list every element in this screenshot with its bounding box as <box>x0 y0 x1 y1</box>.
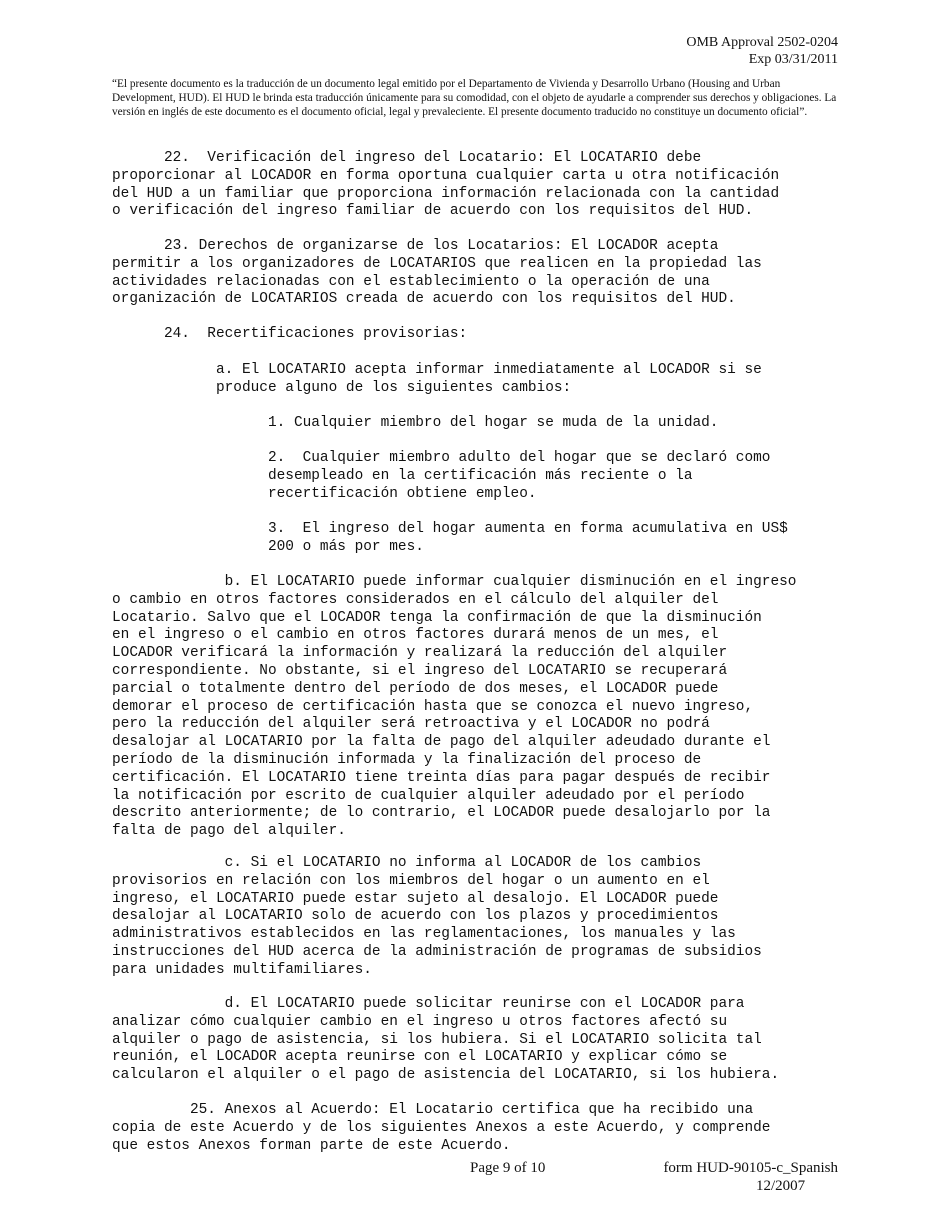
section-24c-paragraph: c. Si el LOCATARIO no informa al LOCADOR de los cambios provisorios en relación con los miembros del hogar o un aumento en el ingreso, el LOCATARIO puede estar sujeto al desalojo. El LOCADOR puede desalojar al LOCATARIO solo de acuerdo con los plazos y procedimientos administrativos establecidos en las reglamentaciones, los manuales y las instrucciones del HUD acerca de la administración de programas de subsidios para unidades multifamiliares. <box>112 855 762 978</box>
omb-expiration-date: Exp 03/31/2011 <box>748 52 838 67</box>
section-25-attachments: 25. Anexos al Acuerdo: El Locatario certifica que ha recibido una copia de este Acuerdo y de los siguientes Anexos a este Acuerdo, y comprende que estos Anexos forman parte de este Acuerdo. <box>112 1102 771 1154</box>
section-24a-item-2: 2. Cualquier miembro adulto del hogar que se declaró como desempleado en la certificación más reciente o la recertificación obtiene empleo. <box>267 450 771 502</box>
section-24d-paragraph: d. El LOCATARIO puede solicitar reunirse con el LOCADOR para analizar cómo cualquier cambio en el ingreso u otros factores afectó su alquiler o pago de asistencia, si los hubiera. Si el LOCATARIO solicita tal reunión, el LOCADOR acepta reunirse con el LOCATARIO y explicar cómo se calcularon el alquiler o el pago de asistencia del LOCATARIO, si los hubiera. <box>112 996 780 1084</box>
omb-approval-block <box>686 34 838 68</box>
section-23-tenant-organizing: 23. Derechos de organizarse de los Locatarios: El LOCADOR acepta permitir a los organizadores de LOCATARIOS que realicen en la propiedad las actividades relacionadas con el establecimiento o la operación de una organización de LOCATARIOS creada de acuerdo con los requisitos del HUD. <box>112 238 762 308</box>
form-date: 12/2007 <box>756 1178 806 1194</box>
section-22-income-verification: 22. Verificación del ingreso del Locatario: El LOCATARIO debe proporcionar al LOCADOR en forma oportuna cualquier carta u otra notificación del HUD a un familiar que proporciona información relacionada con la cantidad o verificación del ingreso familiar de acuerdo con los requisitos del HUD. <box>112 150 780 220</box>
section-24a-paragraph: a. El LOCATARIO acepta informar inmediatamente al LOCADOR si se produce alguno de los siguientes cambios: <box>215 362 762 396</box>
page-number: Page 9 of 10 <box>470 1160 546 1176</box>
section-24a-item-1: 1. Cualquier miembro del hogar se muda de la unidad. <box>112 415 719 431</box>
section-24b-paragraph: b. El LOCATARIO puede informar cualquier disminución en el ingreso o cambio en otros factores considerados en el cálculo del alquiler del Locatario. Salvo que el LOCADOR tenga la confirmación de que la disminución en el ingreso o el cambio en otros factores durará menos de un mes, el LOCADOR verificará la información y realizará la reducción del alquiler correspondiente. No obstante, si el ingreso del LOCATARIO se recuperará parcial o totalmente dentro del período de dos meses, el LOCADOR puede demorar el proceso de certificación hasta que se conozca el nuevo ingreso, pero la reducción del alquiler será retroactiva y el LOCADOR no podrá desalojar al LOCATARIO por la falta de pago del alquiler adeudado durante el período de la disminución informada y la finalización del proceso de certificación. El LOCATARIO tiene treinta días para pagar después de recibir la notificación por escrito de cualquier alquiler adeudado por el período descrito anteriormente; de lo contrario, el LOCADOR puede desalojarlo por la falta de pago del alquiler. <box>112 574 797 840</box>
omb-approval-number: OMB Approval 2502-0204 <box>686 35 838 50</box>
section-24-heading: 24. Recertificaciones provisorias: <box>112 326 468 342</box>
section-24a-item-3: 3. El ingreso del hogar aumenta en forma acumulativa en US$ 200 o más por mes. <box>267 521 788 555</box>
translation-disclaimer: “El presente documento es la traducción de un documento legal emitido por el Departamento de Vivienda y Desarrollo Urbano (Housing and Urban Development, HUD). El HUD le brinda esta traducción únicamente para su comodidad, con el objeto de ayudarle a comprender sus derechos y obligaciones. La versión en inglés de este documento es el documento oficial, legal y prevaleciente. El presente documento traducido no constituye un documento oficial”. <box>112 78 837 118</box>
form-number: form HUD-90105-c_Spanish <box>663 1160 838 1176</box>
